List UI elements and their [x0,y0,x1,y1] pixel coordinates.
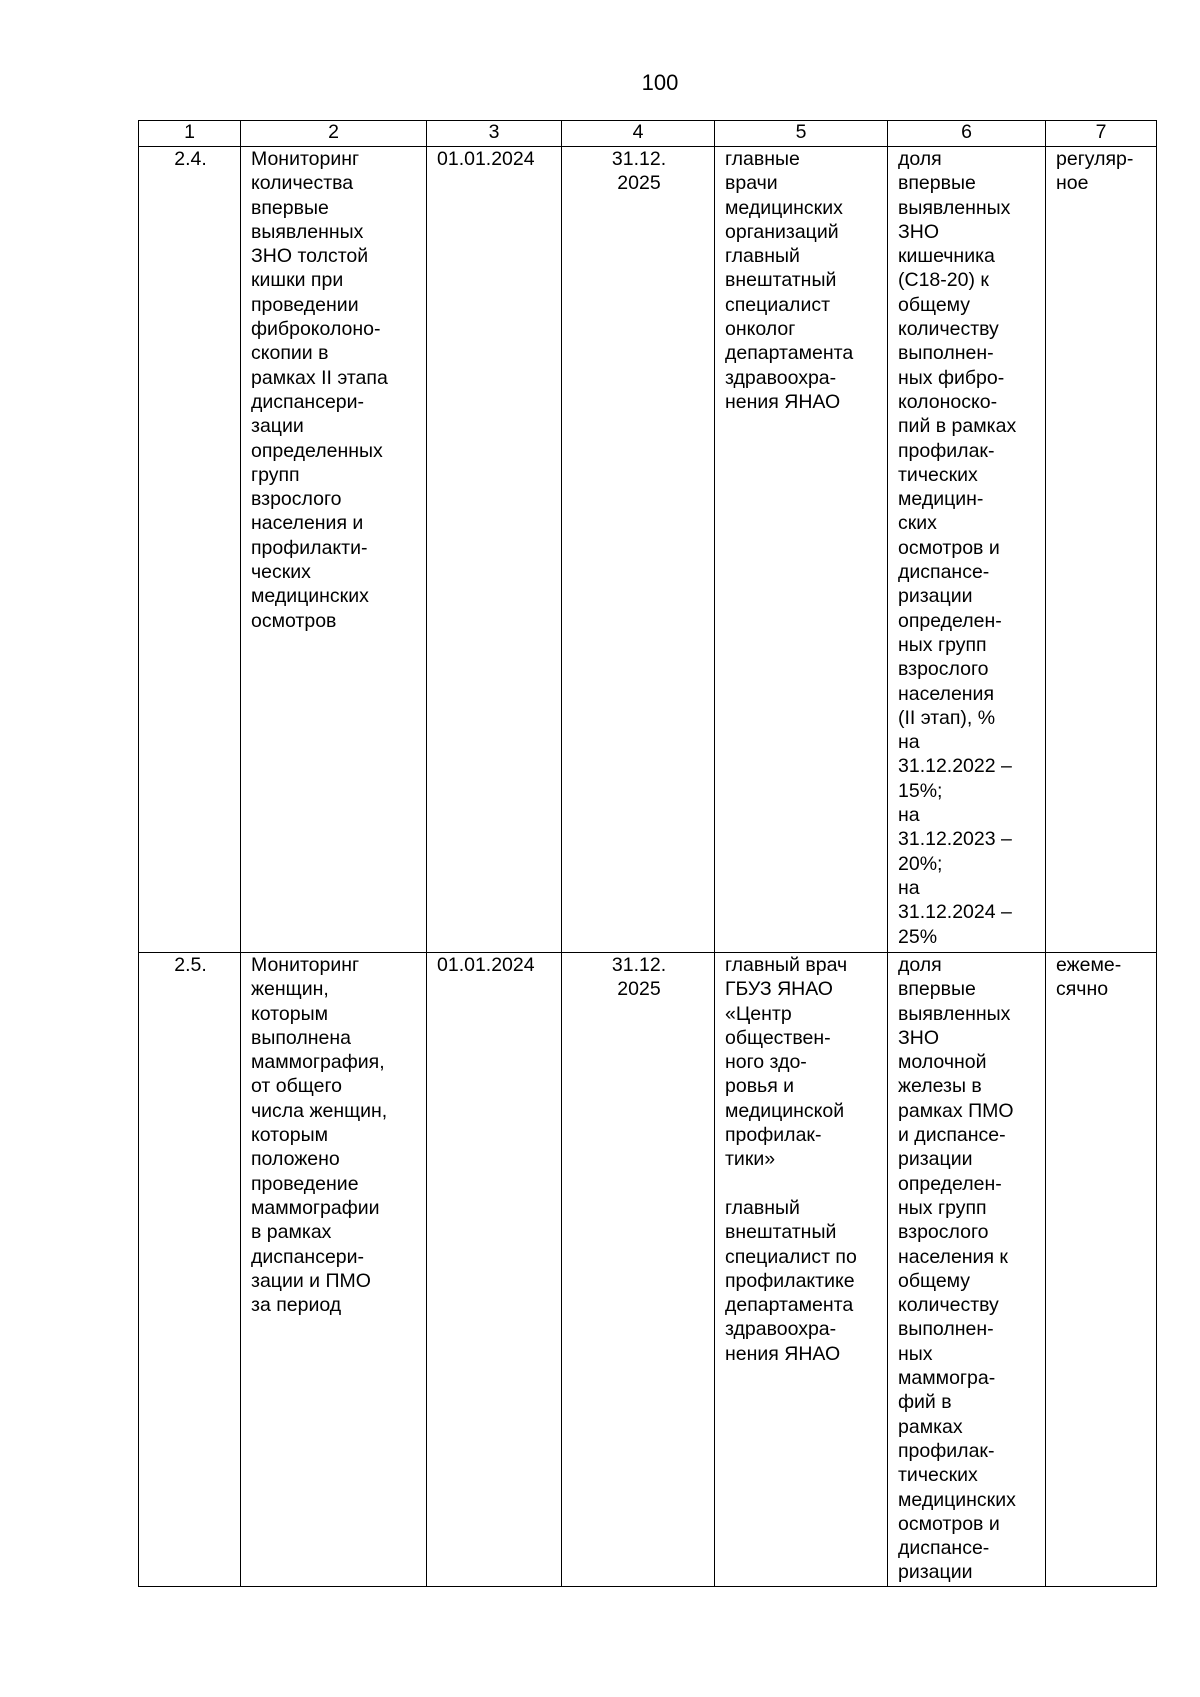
plan-table [138,120,1157,1587]
end-date: 31.12. 2025 [562,147,715,953]
column-header: 6 [888,121,1046,147]
column-header: 1 [139,121,241,147]
column-header: 3 [427,121,562,147]
item-name: Мониторинг женщин, которым выполнена маммография, от общего числа женщин, которым положено проведение маммографии в рамках диспансери- зации и ПМО за период [241,953,427,1587]
item-number: 2.4. [139,147,241,953]
item-name: Мониторинг количества впервые выявленных ЗНО толстой кишки при проведении фиброколоно- скопии в рамках II этапа диспансери- зации определенных групп взрослого населения и профилакти- ческих медицинских осмотров [241,147,427,953]
item-number: 2.5. [139,953,241,1587]
indicator: доля впервые выявленных ЗНО молочной железы в рамках ПМО и диспансе- ризации определен- ных групп взрослого населения к общему количеству выполнен- ных маммогра- фий в рамках профилак- тических медицинских осмотров и диспансе- ризации [888,953,1046,1587]
column-header: 2 [241,121,427,147]
start-date: 01.01.2024 [427,953,562,1587]
indicator: доля впервые выявленных ЗНО кишечника (С18-20) к общему количеству выполнен- ных фибро- колоноско- пий в рамках профилак- тических медицин- ских осмотров и диспансе- ризации определен- ных групп взрослого населения (II этап), % на 31.12.2022 – 15%; на 31.12.2023 – 20%; на 31.12.2024 – 25% [888,147,1046,953]
column-header: 7 [1046,121,1157,147]
column-header: 4 [562,121,715,147]
start-date: 01.01.2024 [427,147,562,953]
table-row [139,147,1157,953]
frequency: ежеме- сячно [1046,953,1157,1587]
end-date: 31.12. 2025 [562,953,715,1587]
column-header: 5 [715,121,888,147]
responsible: главный врач ГБУЗ ЯНАО «Центр обществен- ного здо- ровья и медицинской профилак- тики» главный внештатный специалист по профилактике департамента здравоохра- нения ЯНАО [715,953,888,1587]
table-row [139,953,1157,1587]
page-number: 100 [641,70,679,95]
responsible: главные врачи медицинских организаций главный внештатный специалист онколог департамента здравоохра- нения ЯНАО [715,147,888,953]
frequency: регуляр- ное [1046,147,1157,953]
header-row [139,121,1157,147]
